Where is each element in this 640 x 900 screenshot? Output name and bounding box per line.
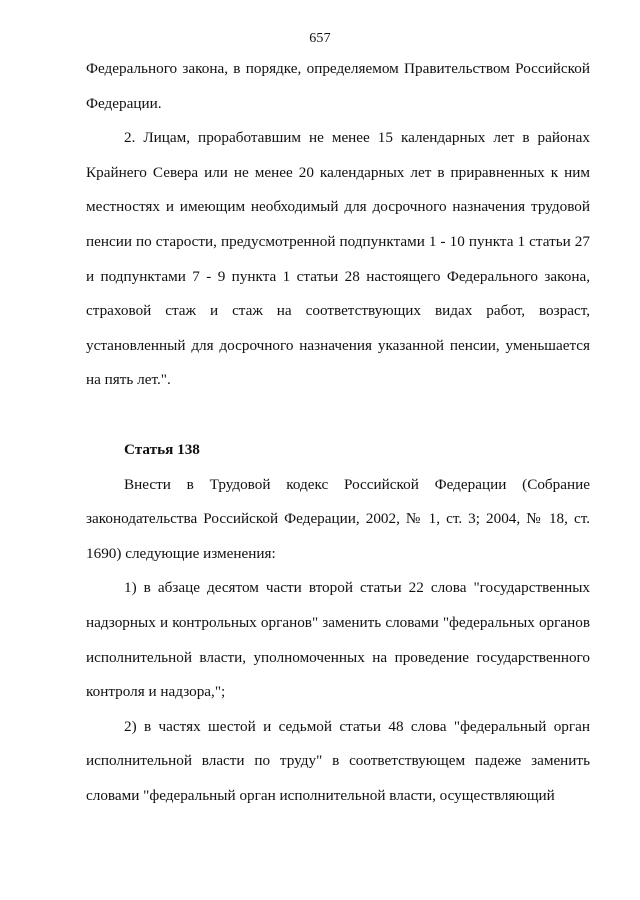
document-body [86,52,590,813]
paragraph-amendment-2: 2) в частях шестой и седьмой статьи 48 слова "федеральный орган исполнительной власти по труду" в соответствующем падеже заменить словами "федеральный орган исполнительной власти, осуществляющий [86,717,590,804]
section-spacer [86,398,590,433]
paragraph-amendment-1: 1) в абзаце десятом части второй статьи 22 слова "государственных надзорных и контрольных органов" заменить словами "федеральных органов исполнительной власти, уполномоченных на проведение государственного контроля и надзора,"; [86,579,590,701]
article-heading: Статья 138 [124,440,200,458]
paragraph-continuation: Федерального закона, в порядке, определяемом Правительством Российской Федерации. [86,60,590,112]
page-number: 657 [309,31,331,46]
paragraph-article-intro: Внести в Трудовой кодекс Российской Федерации (Собрание законодательства Российской Федерации, 2002, № 1, ст. 3; 2004, № 18, ст. 1690) следующие изменения: [86,475,590,562]
paragraph-item-2: 2. Лицам, проработавшим не менее 15 календарных лет в районах Крайнего Севера или не менее 20 календарных лет в приравненных к ним местностях и имеющим необходимый для досрочного назначения трудовой пенсии по старости, предусмотренной подпунктами 1 - 10 пункта 1 статьи 27 и подпунктами 7 - 9 пункта 1 статьи 28 настоящего Федерального закона, страховой стаж и стаж на соответствующих видах работ, возраст, установленный для досрочного назначения указанной пенсии, уменьшается на пять лет.". [86,129,590,389]
